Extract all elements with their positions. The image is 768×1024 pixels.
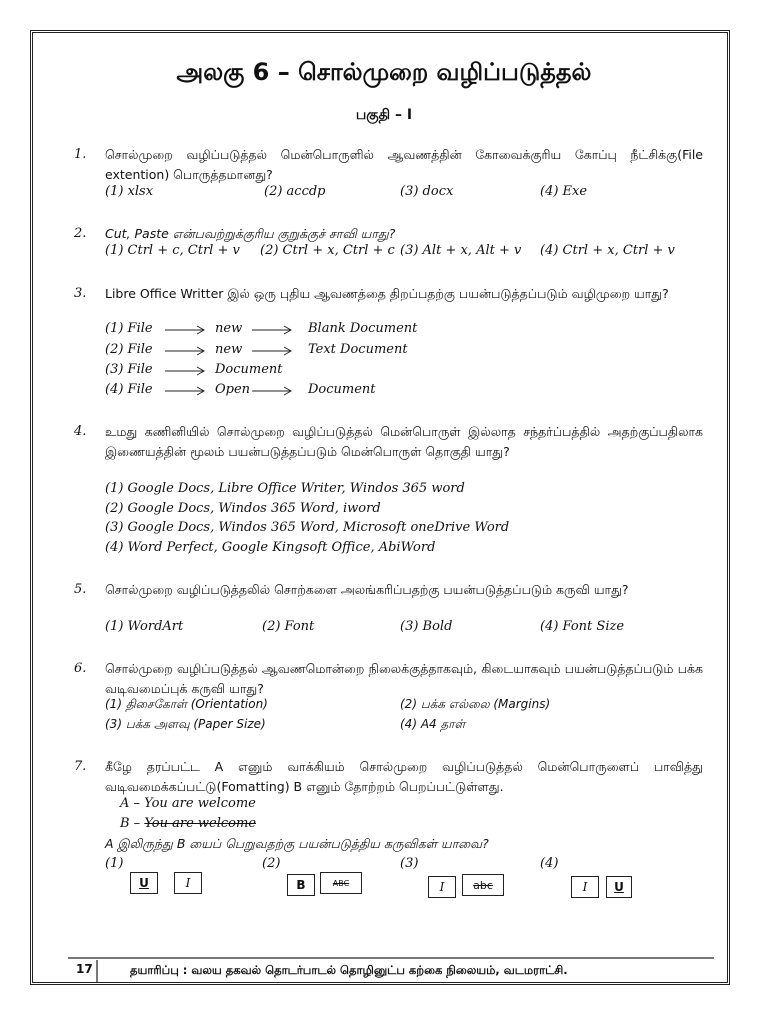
strikethrough-button[interactable]: ABC: [320, 872, 362, 894]
option-1: (1) Google Docs, Libre Office Writer, Windos 365 word: [105, 481, 465, 496]
step-open: Open: [215, 382, 251, 397]
italic-button[interactable]: I: [428, 876, 456, 898]
step-text-document: Text Document: [308, 342, 408, 357]
footer-separator: [96, 960, 98, 982]
question-text: சொல்முறை வழிப்படுத்தல் ஆவணமொன்றை நிலைக்குத்தாகவும், கிடையாகவும் பயன்படுத்தப்படும் பக்க வடிவமைப்புக் கருவி யாது?: [105, 661, 703, 696]
option-4: (4) Font Size: [540, 619, 625, 634]
arrow-right-icon: [165, 325, 205, 335]
option-2: (2) பக்க எல்லை (Margins): [400, 697, 551, 711]
option-label-3: (3): [400, 856, 419, 871]
step-new: new: [215, 342, 243, 357]
option-2: (2) Google Docs, Windos 365 Word, iword: [105, 501, 381, 516]
question-number: 5.: [74, 582, 87, 597]
bold-button[interactable]: B: [287, 874, 315, 896]
step-document: Document: [308, 382, 376, 397]
sentence-b: [120, 816, 256, 831]
option-2: (2) Font: [262, 619, 315, 634]
arrow-right-icon: [165, 346, 205, 356]
step-file: (2) File: [105, 342, 153, 357]
step-file: (3) File: [105, 362, 153, 377]
step-file: (1) File: [105, 321, 153, 336]
option-1: (1) xlsx: [105, 184, 154, 199]
option-1: (1) Ctrl + c, Ctrl + v: [105, 243, 240, 258]
sentence-b-prefix: B –: [120, 816, 145, 831]
question-number: 7.: [74, 759, 87, 774]
arrow-right-icon: [165, 366, 205, 376]
strikethrough-button[interactable]: abc: [462, 874, 504, 896]
arrow-right-icon: [252, 386, 292, 396]
option-3: (3) docx: [400, 184, 454, 199]
option-3: (3) Alt + x, Alt + v: [400, 243, 522, 258]
page-title: அலகு 6 – சொல்முறை வழிப்படுத்தல்: [176, 58, 592, 86]
question-text: கீழே தரப்பட்ட A எனும் வாக்கியம் சொல்முறை வழிப்படுத்தல் மென்பொருளைப் பாவித்து வடிவமைக்கப்பட்டு(Fomatting) B எனும் தோற்றம் பெறப்பட்டுள்ளது.: [105, 759, 703, 794]
question-text: சொல்முறை வழிப்படுத்தலில் சொற்களை அலங்கரிப்பதற்கு பயன்படுத்தப்படும் கருவி யாது?: [105, 582, 629, 597]
question-number: 4.: [74, 424, 87, 439]
question-text: Libre Office Writter இல் ஒரு புதிய ஆவணத்தை திறப்பதற்கு பயன்படுத்தப்படும் வழிமுறை யாது?: [105, 286, 669, 301]
arrow-right-icon: [252, 346, 292, 356]
option-4: (4) A4 தாள்: [400, 717, 466, 731]
option-4: (4) Ctrl + x, Ctrl + v: [540, 243, 675, 258]
option-3: (3) Bold: [400, 619, 453, 634]
step-file: (4) File: [105, 382, 153, 397]
option-2: (2) accdp: [264, 184, 326, 199]
option-2: (2) Ctrl + x, Ctrl + c: [260, 243, 395, 258]
option-3: (3) பக்க அளவு (Paper Size): [105, 717, 266, 731]
footer-divider: [68, 957, 714, 959]
sentence-b-struck: You are welcome: [144, 816, 257, 831]
italic-button[interactable]: I: [174, 872, 202, 894]
question-number: 1.: [74, 147, 87, 162]
option-label-2: (2): [262, 856, 281, 871]
option-label-1: (1): [105, 856, 124, 871]
option-1: (1) திசைகோள் (Orientation): [105, 697, 268, 711]
step-document: Document: [215, 362, 283, 377]
step-new: new: [215, 321, 243, 336]
page-number: 17: [76, 962, 93, 976]
step-blank-document: Blank Document: [308, 321, 418, 336]
option-4: (4) Word Perfect, Google Kingsoft Office, AbiWord: [105, 540, 436, 555]
question-number: 2.: [74, 226, 87, 241]
option-4: (4) Exe: [540, 184, 588, 199]
question-prompt: A இலிருந்து B யைப் பெறுவதற்கு பயன்படுத்திய கருவிகள் யாவை?: [105, 836, 489, 851]
sentence-a: A – You are welcome: [120, 796, 256, 811]
option-label-4: (4): [540, 856, 559, 871]
option-3: (3) Google Docs, Windos 365 Word, Microsoft oneDrive Word: [105, 520, 510, 535]
underline-button[interactable]: U: [606, 876, 632, 898]
question-number: 6.: [74, 661, 87, 676]
question-number: 3.: [74, 286, 87, 301]
arrow-right-icon: [252, 325, 292, 335]
italic-button[interactable]: I: [571, 876, 599, 898]
underline-button[interactable]: U: [130, 872, 158, 894]
part-heading: பகுதி – I: [355, 107, 413, 123]
footer-credit: தயாரிப்பு : வலய தகவல் தொடர்பாடல் தொழினுட்ப கற்கை நிலையம், வடமராட்சி.: [130, 963, 568, 977]
question-text: சொல்முறை வழிப்படுத்தல் மென்பொருளில் ஆவணத்தின் கோவைக்குரிய கோப்பு நீட்சிக்கு(File extention) பொருத்தமானது?: [105, 147, 703, 182]
option-1: (1) WordArt: [105, 619, 184, 634]
arrow-right-icon: [165, 386, 205, 396]
question-text: உமது கணினியில் சொல்முறை வழிப்படுத்தல் மென்பொருள் இல்லாத சந்தர்ப்பத்தில் அதற்குப்பதிலாக இணையத்தின் மூலம் பயன்படுத்தப்படும் மென்பொருள் தொகுதி யாது?: [105, 424, 703, 459]
question-text: Cut, Paste என்பவற்றுக்குரிய குறுக்குச் சாவி யாது?: [105, 226, 396, 241]
